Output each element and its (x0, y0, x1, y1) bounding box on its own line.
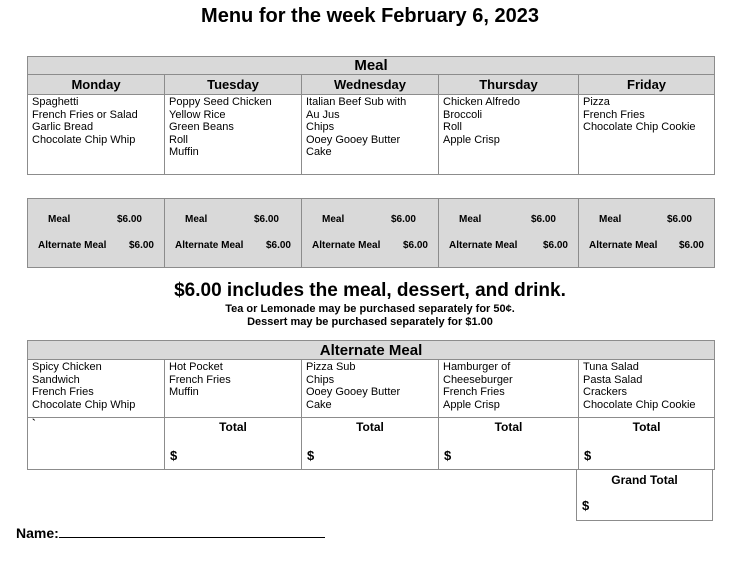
menu-item: Tuna Salad (583, 361, 639, 373)
stray-mark: ` (32, 418, 36, 430)
total-label: Total (494, 420, 523, 434)
menu-item: Broccoli (443, 108, 483, 121)
meal-cell-monday (28, 95, 165, 175)
price-cell-thursday (439, 199, 579, 268)
menu-item: Hamburger of (443, 361, 511, 373)
drink-note: Tea or Lemonade may be purchased separately for 50¢. (225, 303, 515, 315)
menu-item: Chocolate Chip Cookie (583, 121, 696, 133)
total-cell-thursday[interactable] (439, 418, 579, 470)
meal-price-value: $6.00 (253, 214, 279, 225)
dollar-sign: $ (582, 498, 590, 513)
meal-price-value: $6.00 (530, 214, 556, 225)
alt-cell-tuesday (165, 360, 302, 418)
menu-item: Roll (169, 133, 188, 146)
alt-price-label: Alternate Meal (449, 239, 518, 251)
menu-item: Yellow Rice (169, 108, 226, 121)
dollar-sign: $ (170, 447, 178, 463)
dollar-sign: $ (307, 447, 315, 463)
price-cell-tuesday (165, 199, 302, 268)
day-header-friday: Friday (579, 75, 715, 95)
grand-total-cell[interactable] (576, 469, 713, 521)
menu-item: Apple Crisp (443, 398, 500, 411)
meal-price-label: Meal (322, 214, 345, 225)
meal-price-value: $6.00 (666, 214, 692, 225)
menu-item: Pasta Salad (583, 373, 643, 386)
alt-cell-monday (28, 360, 165, 418)
meal-cell-wednesday (302, 95, 439, 175)
page-title: Menu for the week February 6, 2023 (201, 5, 539, 27)
meal-price-label: Meal (185, 214, 208, 225)
menu-item: Cake (306, 146, 332, 158)
alt-cell-thursday (439, 360, 579, 418)
alt-price-label: Alternate Meal (175, 239, 244, 251)
menu-item: Chocolate Chip Whip (32, 133, 136, 146)
total-cell-wednesday[interactable] (302, 418, 439, 470)
alt-price-value: $6.00 (402, 239, 428, 251)
price-cell-wednesday (302, 199, 439, 268)
menu-item: French Fries (583, 108, 645, 121)
day-header-monday: Monday (28, 75, 165, 95)
menu-item: Chips (306, 121, 335, 133)
menu-item: Hot Pocket (169, 361, 223, 373)
menu-item: Chocolate Chip Cookie (583, 398, 696, 411)
menu-item: Green Beans (169, 121, 234, 133)
menu-item: Pizza Sub (306, 361, 356, 373)
price-table (27, 198, 715, 268)
total-label: Total (356, 420, 384, 434)
grand-total-label: Grand Total (611, 473, 678, 487)
total-label: Total (632, 420, 661, 434)
menu-item: Ooey Gooey Butter (306, 386, 401, 398)
alt-price-value: $6.00 (128, 239, 154, 251)
dollar-sign: $ (444, 447, 452, 463)
total-cell-monday (28, 418, 165, 470)
menu-item: Spaghetti (32, 96, 79, 108)
meal-header: Meal (28, 57, 715, 75)
menu-item: Poppy Seed Chicken (169, 96, 272, 108)
alternate-table (27, 340, 715, 470)
dessert-note: Dessert may be purchased separately for $1.00 (247, 316, 493, 328)
menu-item: Cheeseburger (443, 373, 513, 386)
day-header-wednesday: Wednesday (302, 75, 439, 95)
alt-price-label: Alternate Meal (38, 239, 107, 251)
meal-cell-tuesday (165, 95, 302, 175)
alt-price-label: Alternate Meal (312, 239, 381, 251)
total-cell-friday[interactable] (579, 418, 715, 470)
alt-price-value: $6.00 (678, 239, 704, 251)
meal-price-value: $6.00 (116, 214, 142, 225)
total-cell-tuesday[interactable] (165, 418, 302, 470)
menu-item: Au Jus (306, 108, 340, 121)
alt-cell-wednesday (302, 360, 439, 418)
menu-item: Pizza (583, 96, 610, 108)
menu-item: Ooey Gooey Butter (306, 133, 401, 146)
menu-item: Muffin (169, 146, 199, 158)
menu-item: Spicy Chicken (32, 361, 102, 373)
meal-price-label: Meal (599, 214, 622, 225)
price-cell-monday (28, 199, 165, 268)
alternate-header: Alternate Meal (28, 341, 715, 360)
menu-item: Crackers (583, 386, 628, 398)
menu-item: Sandwich (32, 373, 80, 386)
menu-item: French Fries (443, 386, 505, 398)
price-cell-friday (579, 199, 715, 268)
meal-cell-friday (579, 95, 715, 175)
menu-item: Chips (306, 373, 335, 386)
total-label: Total (219, 420, 247, 434)
menu-item: Chicken Alfredo (443, 96, 521, 108)
meal-price-label: Meal (48, 214, 71, 225)
meal-table (27, 56, 715, 175)
name-underline[interactable] (59, 523, 325, 538)
name-field[interactable] (16, 523, 325, 541)
menu-item: Apple Crisp (443, 133, 500, 146)
menu-item: Muffin (169, 386, 199, 398)
day-header-thursday: Thursday (439, 75, 579, 95)
menu-item: Roll (443, 121, 462, 133)
meal-price-value: $6.00 (390, 214, 416, 225)
menu-item: Italian Beef Sub with (306, 96, 407, 108)
includes-statement: $6.00 includes the meal, dessert, and drink. (174, 280, 566, 301)
menu-item: Garlic Bread (32, 121, 94, 133)
alt-price-value: $6.00 (542, 239, 568, 251)
menu-item: French Fries (169, 373, 231, 386)
meal-cell-thursday (439, 95, 579, 175)
menu-item: Chocolate Chip Whip (32, 398, 136, 411)
alt-cell-friday (579, 360, 715, 418)
meal-price-label: Meal (459, 214, 482, 225)
menu-item: French Fries or Salad (32, 108, 138, 121)
day-header-tuesday: Tuesday (165, 75, 302, 95)
dollar-sign: $ (584, 447, 592, 463)
alt-price-label: Alternate Meal (589, 239, 658, 251)
menu-item: French Fries (32, 386, 94, 398)
alt-price-value: $6.00 (265, 239, 291, 251)
menu-item: Cake (306, 398, 332, 411)
name-label: Name: (16, 525, 59, 541)
